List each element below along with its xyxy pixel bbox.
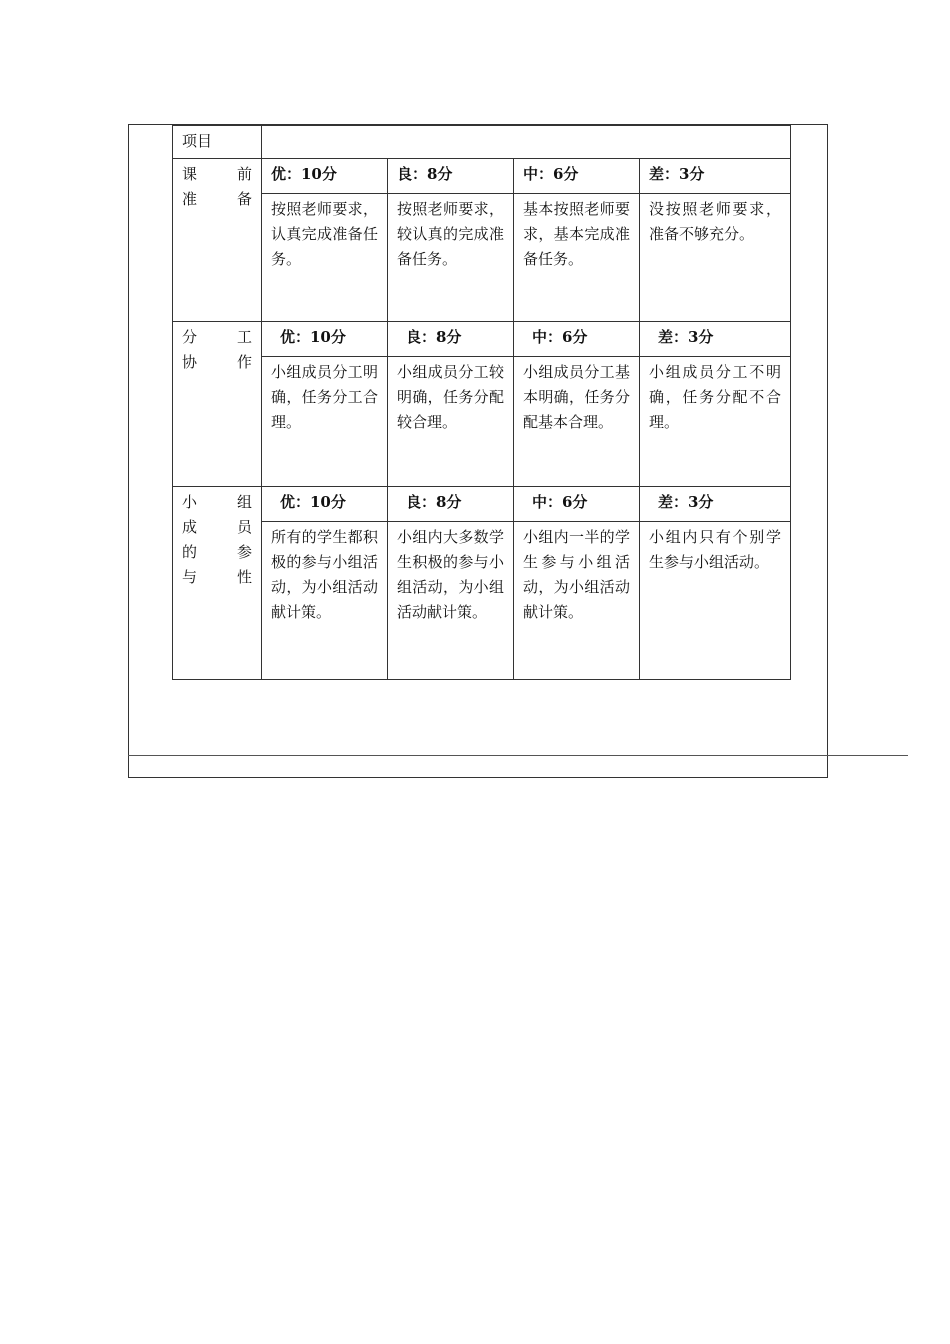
description-excellent: 所有的学生都积极的参与小组活动，为小组活动献计策。 (262, 522, 388, 680)
header-blank-cell (262, 126, 791, 159)
table-header-row (173, 126, 791, 159)
description-average: 小组成员分工基本明确，任务分配基本合理。 (514, 357, 640, 487)
description-row (173, 522, 791, 680)
category-line: 成 员 (182, 518, 252, 536)
grade-excellent: 优：10分 (262, 487, 388, 522)
grade-good: 良：8分 (388, 159, 514, 194)
description-poor: 小组成员分工不明确，任务分配不合理。 (640, 357, 791, 487)
grade-poor: 差：3分 (640, 322, 791, 357)
description-row (173, 194, 791, 322)
description-poor: 没按照老师要求，准备不够充分。 (640, 194, 791, 322)
category-line: 课 前 (182, 165, 252, 183)
description-excellent: 小组成员分工明确，任务分工合理。 (262, 357, 388, 487)
category-cell (173, 322, 262, 487)
category-cell (173, 487, 262, 680)
grade-row (173, 159, 791, 194)
rubric-table (172, 125, 791, 680)
category-cell (173, 159, 262, 322)
category-line: 与性 (182, 568, 252, 586)
description-poor: 小组内只有个别学生参与小组活动。 (640, 522, 791, 680)
description-good: 小组内大多数学生积极的参与小组活动，为小组活动献计策。 (388, 522, 514, 680)
description-row (173, 357, 791, 487)
category-line: 的 参 (182, 543, 252, 561)
description-good: 按照老师要求，较认真的完成准备任务。 (388, 194, 514, 322)
grade-row (173, 487, 791, 522)
description-excellent: 按照老师要求，认真完成准备任务。 (262, 194, 388, 322)
category-line: 小 组 (182, 493, 252, 511)
category-line: 准备 (182, 190, 252, 208)
grade-average: 中：6分 (514, 159, 640, 194)
grade-good: 良：8分 (388, 487, 514, 522)
category-line: 分 工 (182, 328, 252, 346)
grade-poor: 差：3分 (640, 159, 791, 194)
grade-row (173, 322, 791, 357)
description-good: 小组成员分工较明确，任务分配较合理。 (388, 357, 514, 487)
header-item-label: 项目 (173, 126, 262, 159)
grade-excellent: 优：10分 (262, 159, 388, 194)
frame-divider (128, 755, 908, 756)
grade-average: 中：6分 (514, 487, 640, 522)
grade-average: 中：6分 (514, 322, 640, 357)
description-average: 小组内一半的学生参与小组活动，为小组活动献计策。 (514, 522, 640, 680)
description-average: 基本按照老师要求，基本完成准备任务。 (514, 194, 640, 322)
grade-poor: 差：3分 (640, 487, 791, 522)
grade-good: 良：8分 (388, 322, 514, 357)
category-line: 协作 (182, 353, 252, 371)
grade-excellent: 优：10分 (262, 322, 388, 357)
